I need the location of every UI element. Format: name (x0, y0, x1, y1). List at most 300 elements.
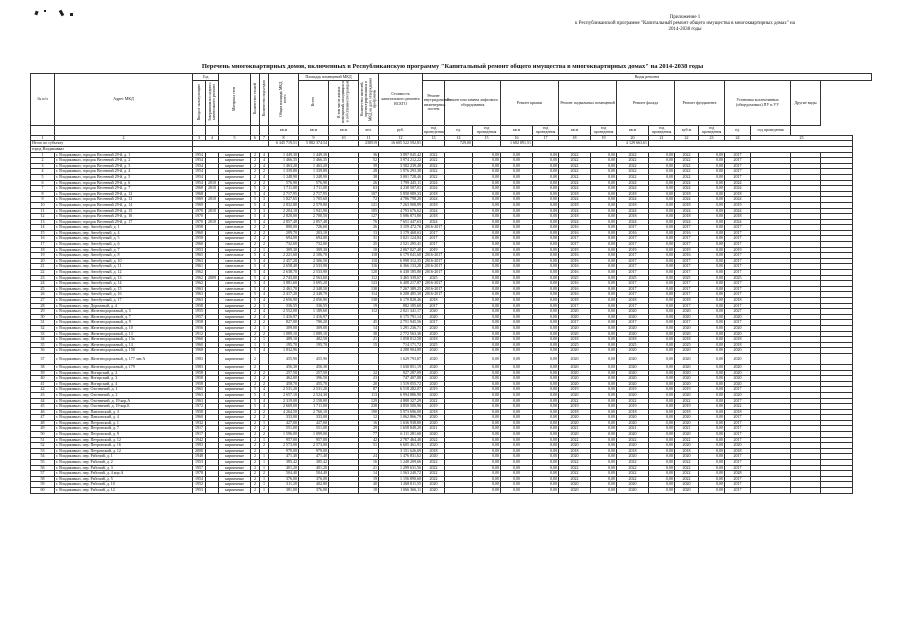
cell-mat: кирпичные (219, 387, 251, 393)
cell-bs: 0,00 (591, 376, 617, 382)
cell-y2: 0,00 (501, 476, 533, 482)
header-address: Адрес МКД (55, 74, 193, 126)
cell-fd: 0,00 (699, 186, 725, 192)
header-area-group: Площадь помещений МКД (299, 74, 359, 81)
cell-fc: 0,00 (649, 180, 675, 186)
cell-fl: 5 (251, 258, 260, 264)
cell-y4: 2019 (617, 247, 649, 253)
cell-en: 4 (260, 398, 269, 404)
cell-y4: 2020 (617, 309, 649, 315)
cell-fd: 0,00 (699, 247, 725, 253)
cell-mat: кирпичные (219, 376, 251, 382)
cell-bs: 0,00 (591, 186, 617, 192)
cell-y1: 2020 (423, 443, 445, 449)
cell-fd: 0,00 (699, 409, 725, 415)
cell-en: 2 (260, 230, 269, 236)
cell-addr: г. Владикавказ, пер. Петровский, д. 12 (55, 437, 193, 443)
cell-rf: 0,00 (533, 376, 559, 382)
cell-bs: 0,00 (591, 236, 617, 242)
cell-y2: 0,00 (501, 320, 533, 326)
cell-y4: 2022 (617, 437, 649, 443)
cell-fc: 0,00 (649, 476, 675, 482)
cell-y4: 2019 (617, 404, 649, 410)
cell-addr: г. Владикавказ, пер. Дорожный, д. 4 (55, 303, 193, 309)
cell-res: 19 (359, 303, 379, 309)
cell-bs: 0,00 (591, 247, 617, 253)
cell-fd: 0,00 (699, 202, 725, 208)
cell-en: 4 (260, 281, 269, 287)
cell-fl: 2 (251, 454, 260, 460)
cell-cost: 7 267 389,25 (379, 286, 423, 292)
cell-y3: 2020 (559, 314, 591, 320)
cell-yb: 1963 (193, 398, 206, 404)
unit-cell: руб. (379, 125, 423, 135)
cell-y1: 2020 (423, 370, 445, 376)
cell-y5: 2022 (675, 169, 699, 175)
cell-fl: 1 (251, 342, 260, 348)
cell-y4: 2022 (617, 460, 649, 466)
cell-y3: 2016 (559, 225, 591, 231)
cell-addr: г. Владикавказ, пер. Автобусный, д. 13 (55, 275, 193, 281)
cell-y4: 2017 (617, 253, 649, 259)
cell-at: 2 457,20 (269, 258, 299, 264)
cell-res: 19 (359, 476, 379, 482)
city-label: город Владикавказ (31, 146, 193, 152)
cell-mat: кирпичные (219, 180, 251, 186)
cell-y2: 0,00 (501, 275, 533, 281)
cell-fl: 2 (251, 242, 260, 248)
cell-y1: 2020 (423, 314, 445, 320)
cell-bs: 0,00 (591, 448, 617, 454)
cell-mat: кирпичные (219, 415, 251, 421)
cell-fl: 5 (251, 202, 260, 208)
cell-rf: 0,00 (533, 437, 559, 443)
cell-y3: 2022 (559, 460, 591, 466)
cell-y1: 2016-2017 (423, 286, 445, 292)
cell-y2: 0,00 (501, 230, 533, 236)
cell-addr: г. Владикавказ, пер. Железнодорожный, д. 5 (55, 309, 193, 315)
cell-en: 1 (260, 476, 269, 482)
cell-fc: 0,00 (649, 242, 675, 248)
column-number: 21 (649, 135, 675, 141)
cell-mat: кирпичные (219, 320, 251, 326)
cell-addr: г. Владикавказ, городок Весенний 29-й, д. 12 (55, 191, 193, 197)
cell-y2: 0,00 (501, 286, 533, 292)
cell-y1: 2022 (423, 398, 445, 404)
cell-y2: 0,00 (501, 353, 533, 364)
cell-addr: г. Владикавказ, пер. Автобусный, д. 16 (55, 292, 193, 298)
cell-fc: 0,00 (649, 286, 675, 292)
cell-y4: 2025 (617, 342, 649, 348)
cell-cost: 6 518 282,07 (379, 387, 423, 393)
cell-rf: 0,00 (533, 236, 559, 242)
cell-rf: 0,00 (533, 191, 559, 197)
cell-y3: 2020 (559, 482, 591, 488)
cell-y4: 2022 (617, 169, 649, 175)
cell-y3: 2022 (559, 465, 591, 471)
cell-bs: 0,00 (591, 225, 617, 231)
cell-cost: 1 066 366,11 (379, 488, 423, 494)
cell-y2: 0,00 (501, 242, 533, 248)
cell-y4: 2020 (617, 314, 649, 320)
cell-aa: 2 348,70 (299, 292, 329, 298)
cell-fl: 2 (251, 303, 260, 309)
column-number: 23 (699, 135, 725, 141)
cell-addr: г. Владикавказ, пер. Автобусный, д. 11 (55, 264, 193, 270)
cell-fd: 0,00 (699, 476, 725, 482)
cell-n: 8 (31, 191, 55, 197)
cell-yb: 1969 (193, 202, 206, 208)
cell-en: 2 (260, 381, 269, 387)
cell-y2: 0,00 (501, 392, 533, 398)
cell-y5: 2018 (675, 298, 699, 304)
cell-y5: 2022 (675, 174, 699, 180)
cell-y5: 2020 (675, 325, 699, 331)
cell-cost: 3 465 339,67 (379, 275, 423, 281)
cell-y6: 2017 (725, 426, 751, 432)
cell-y2: 0,00 (501, 488, 533, 494)
cell-cost: 2 821 341,17 (379, 309, 423, 315)
cell-y1: 2016-2017 (423, 264, 445, 270)
cell-y6: 2020 (725, 392, 751, 398)
cell-rf: 0,00 (533, 387, 559, 393)
cell-y4: 2024 (617, 219, 649, 225)
cell-mat: кирпичные (219, 426, 251, 432)
cell-y6: 2022 (725, 404, 751, 410)
cell-at: 1 711,00 (269, 186, 299, 192)
cell-fc: 0,00 (649, 309, 675, 315)
cell-fc: 0,00 (649, 364, 675, 370)
cell-fd: 0,00 (699, 180, 725, 186)
cell-n: 31 (31, 320, 55, 326)
cell-y3: 2018 (559, 298, 591, 304)
column-number: 2 (55, 135, 193, 141)
cell-n: 15 (31, 230, 55, 236)
column-number: 14 (445, 135, 473, 141)
cell-aa: 1 466,35 (299, 158, 329, 164)
cell-yb: 1917 (193, 432, 206, 438)
cell-y4: 2022 (617, 398, 649, 404)
cell-en: 4 (260, 264, 269, 270)
cell-el: 0,00 (473, 331, 501, 337)
cell-y1: 2017 (423, 303, 445, 309)
cell-y3: 2019 (559, 404, 591, 410)
cell-en: 1 (260, 488, 269, 494)
cell-y4: 2018 (617, 448, 649, 454)
cell-y2: 0,00 (501, 415, 533, 421)
cell-yb: 1970 (193, 219, 206, 225)
unit-cell: год проведения (533, 125, 559, 135)
cell-y1: 2022 (423, 174, 445, 180)
cell-fd: 0,00 (699, 236, 725, 242)
scan-mark (59, 10, 65, 17)
cell-y1: 2022 (423, 460, 445, 466)
cell-yb: 1960 (193, 242, 206, 248)
cell-el: 0,00 (473, 214, 501, 220)
cell-en: 4 (260, 275, 269, 281)
header-year-repair: Завершения последнего капитального ремонта (206, 81, 219, 126)
cell-addr: г. Владикавказ, пер. Железнодорожный, д. 158 (55, 348, 193, 354)
cell-y5: 2017 (675, 320, 699, 326)
cell-aa: 2 533,90 (299, 264, 329, 270)
cell-bs: 0,00 (591, 398, 617, 404)
cell-fd: 0,00 (699, 309, 725, 315)
cell-y4: 2024 (617, 180, 649, 186)
cell-yb: 1963 (193, 298, 206, 304)
cell-rf: 0,00 (533, 331, 559, 337)
cell-y6: 2018 (725, 337, 751, 343)
cell-aa: 2 106,70 (299, 253, 329, 259)
cell-aa: 1 089,10 (299, 331, 329, 337)
cell-aa: 2 306,50 (299, 258, 329, 264)
cell-cost: 3 151 626,69 (379, 448, 423, 454)
cell-el: 0,00 (473, 460, 501, 466)
cell-addr: г. Владикавказ, городок Весенний 29-й, д. 13 (55, 197, 193, 203)
cell-res: 76 (359, 219, 379, 225)
cell-y2: 0,00 (501, 443, 533, 449)
cell-rf: 0,00 (533, 337, 559, 343)
cell-bs: 0,00 (591, 409, 617, 415)
cell-yb: 1965 (193, 387, 206, 393)
cell-y1: 2022 (423, 158, 445, 164)
cell-y1: 2022 (423, 169, 445, 175)
cell-rf: 0,00 (533, 325, 559, 331)
cell-y2: 0,00 (501, 381, 533, 387)
cell-cost: 6 111 281,60 (379, 432, 423, 438)
cell-res: 113 (359, 392, 379, 398)
cell-cost: 2 787 464,40 (379, 437, 423, 443)
cell-n: 51 (31, 437, 55, 443)
cell-en: 1 (260, 337, 269, 343)
cell-en: 2 (260, 370, 269, 376)
cell-y2: 0,00 (501, 420, 533, 426)
cell-rf: 0,00 (533, 303, 559, 309)
cell-cost: 6 366 133,28 (379, 264, 423, 270)
scan-mark (70, 13, 73, 16)
cell-y5: 2022 (675, 152, 699, 158)
cell-yb: 1954 (193, 180, 206, 186)
cell-cost: 4 230 507,01 (379, 186, 423, 192)
cell-y2: 0,00 (501, 225, 533, 231)
cell-bs: 0,00 (591, 465, 617, 471)
cell-bs: 0,00 (591, 281, 617, 287)
cell-y5: 2020 (675, 488, 699, 494)
cell-res: 15 (359, 342, 379, 348)
cell-addr: г. Владикавказ, пер. Железнодорожный, д. 13а (55, 337, 193, 343)
cell-res: 16 (359, 460, 379, 466)
cell-y6: 2020 (725, 381, 751, 387)
cell-fc: 0,00 (649, 415, 675, 421)
cell-addr: г. Владикавказ, городок Весенний 29-й, д. 17 (55, 219, 193, 225)
header-facade: Ремонт фасада (617, 81, 675, 126)
cell-yr: 2010 (206, 219, 219, 225)
cell-en: 2 (260, 236, 269, 242)
cell-fd: 0,00 (699, 275, 725, 281)
cell-fl: 2 (251, 488, 260, 494)
cell-rf: 0,00 (533, 219, 559, 225)
cell-addr: г. Владикавказ, пер. Автобусный, д. 15 (55, 286, 193, 292)
cell-n: 16 (31, 236, 55, 242)
cell-y6: 2019 (725, 247, 751, 253)
cell-bs: 0,00 (591, 180, 617, 186)
cell-at: 4 264,50 (269, 409, 299, 415)
cell-mat: кирпичные (219, 404, 251, 410)
cell-y6: 2018 (725, 342, 751, 348)
cell-y6: 2020 (725, 353, 751, 364)
cell-y6: 2017 (725, 253, 751, 259)
cell-fc: 0,00 (649, 253, 675, 259)
cell-en: 4 (260, 292, 269, 298)
cell-y5: 2022 (675, 158, 699, 164)
cell-y5: 2019 (675, 387, 699, 393)
cell-yr: 2010 (206, 180, 219, 186)
cell-fl: 2 (251, 420, 260, 426)
cell-addr: г. Владикавказ, городок Весенний 29-й, д. 15 (55, 208, 193, 214)
cell-at: 2 221,60 (269, 253, 299, 259)
cell-fl: 5 (251, 392, 260, 398)
cell-mat: кирпичные (219, 236, 251, 242)
column-number: 6 (251, 135, 260, 141)
column-number: 7 (260, 135, 269, 141)
cell-y5: 2020 (675, 443, 699, 449)
cell-res: 120 (359, 270, 379, 276)
cell-aa: 455,70 (299, 381, 329, 387)
cell-bs: 0,00 (591, 381, 617, 387)
cell-el: 0,00 (473, 152, 501, 158)
cell-fl: 5 (251, 270, 260, 276)
cell-mat: кирпичные (219, 337, 251, 343)
cell-y2: 0,00 (501, 264, 533, 270)
cell-y6: 2019 (725, 202, 751, 208)
cell-aa: 2 563,60 (299, 275, 329, 281)
cell-el: 0,00 (473, 482, 501, 488)
cell-y4: 2020 (617, 381, 649, 387)
cell-at: 456,30 (269, 364, 299, 370)
cell-y5: 2020 (675, 381, 699, 387)
cell-y6: 2018 (725, 191, 751, 197)
cell-el: 0,00 (473, 448, 501, 454)
cell-y4: 2019 (617, 387, 649, 393)
cell-mat: панельные (219, 286, 251, 292)
cell-yb: 1957 (193, 465, 206, 471)
cell-fl: 2 (251, 476, 260, 482)
cell-mat: кирпичные (219, 303, 251, 309)
cell-y2: 0,00 (501, 253, 533, 259)
cell-y1: 2020 (423, 420, 445, 426)
cell-fl: 2 (251, 364, 260, 370)
cell-n: 14 (31, 225, 55, 231)
cell-cost: 7 651 447,63 (379, 219, 423, 225)
cell-mat: панельные (219, 225, 251, 231)
cell-yb: 1953 (193, 247, 206, 253)
cell-y2: 0,00 (501, 432, 533, 438)
cell-cost: 1 299 631,56 (379, 465, 423, 471)
column-number: 5 (219, 135, 251, 141)
cell-en: 4 (260, 163, 269, 169)
cell-fd: 0,00 (699, 443, 725, 449)
cell-y1: 2024 (423, 208, 445, 214)
cell-y3: 2019 (559, 247, 591, 253)
cell-y1: 2018 (423, 448, 445, 454)
cell-fl: 2 (251, 169, 260, 175)
cell-n: 44 (31, 398, 55, 404)
cell-at: 381,00 (269, 488, 299, 494)
cell-en: 1 (260, 460, 269, 466)
cell-at: 2 658,40 (269, 264, 299, 270)
cell-y5: 2025 (675, 275, 699, 281)
cell-res: 130 (359, 286, 379, 292)
cell-en: 2 (260, 169, 269, 175)
cell-y4: 2017 (617, 270, 649, 276)
cell-mat: панельные (219, 275, 251, 281)
cell-res: 114 (359, 292, 379, 298)
cell-fc: 0,00 (649, 270, 675, 276)
cell-y2: 0,00 (501, 309, 533, 315)
cell-at: 462,00 (269, 376, 299, 382)
cell-at: 455,90 (269, 353, 299, 364)
cell-y2: 0,00 (501, 465, 533, 471)
cell-fc: 0,00 (649, 214, 675, 220)
cell-y2: 0,00 (501, 202, 533, 208)
cell-n: 58 (31, 476, 55, 482)
cell-fc: 0,00 (649, 426, 675, 432)
cell-rf: 0,00 (533, 314, 559, 320)
cell-en: 4 (260, 387, 269, 393)
cell-y4: 2017 (617, 225, 649, 231)
cell-y3: 2022 (559, 152, 591, 158)
header-roofing: Ремонт крыши (501, 81, 559, 126)
cell-y1: 2024 (423, 219, 445, 225)
cell-fd: 0,00 (699, 348, 725, 354)
cell-bs: 0,00 (591, 348, 617, 354)
cell-y6: 2017 (725, 320, 751, 326)
cell-rf: 0,00 (533, 180, 559, 186)
cell-aa: 1 463,20 (299, 163, 329, 169)
cell-rf: 0,00 (533, 471, 559, 477)
cell-n: 41 (31, 381, 55, 387)
cell-aa: 1 711,00 (299, 186, 329, 192)
cell-y6: 2017 (725, 225, 751, 231)
cell-y1: 2022 (423, 437, 445, 443)
cell-rf: 0,00 (533, 270, 559, 276)
cell-y4: 2025 (617, 275, 649, 281)
cell-y3: 2022 (559, 169, 591, 175)
cell-y3: 2024 (559, 186, 591, 192)
cell-res: 16 (359, 420, 379, 426)
cell-n: 11 (31, 208, 55, 214)
cell-fl: 2 (251, 409, 260, 415)
cell-rf: 0,00 (533, 258, 559, 264)
unit-cell: кв.м (269, 125, 299, 135)
cell-yr: 2009 (206, 275, 219, 281)
cell-el: 0,00 (473, 219, 501, 225)
cell-cost: 3 021 124,84 (379, 236, 423, 242)
cell-at: 2 204,10 (269, 208, 299, 214)
cell-n: 27 (31, 298, 55, 304)
cell-fd: 0,00 (699, 197, 725, 203)
cell-addr: г. Владикавказ, пер. Автобусный, д. 17 (55, 298, 193, 304)
cell-fd: 0,00 (699, 398, 725, 404)
cell-addr: г. Владикавказ, городок Весенний 29-й, д. 4 (55, 169, 193, 175)
cell-el: 0,00 (473, 247, 501, 253)
cell-y5: 2016 (675, 253, 699, 259)
cell-en: 2 (260, 242, 269, 248)
cell-fd: 0,00 (699, 152, 725, 158)
cell-mat: кирпичные (219, 409, 251, 415)
cell-fl: 2 (251, 180, 260, 186)
cell-bs: 0,00 (591, 387, 617, 393)
cell-at: 2 656,90 (269, 298, 299, 304)
